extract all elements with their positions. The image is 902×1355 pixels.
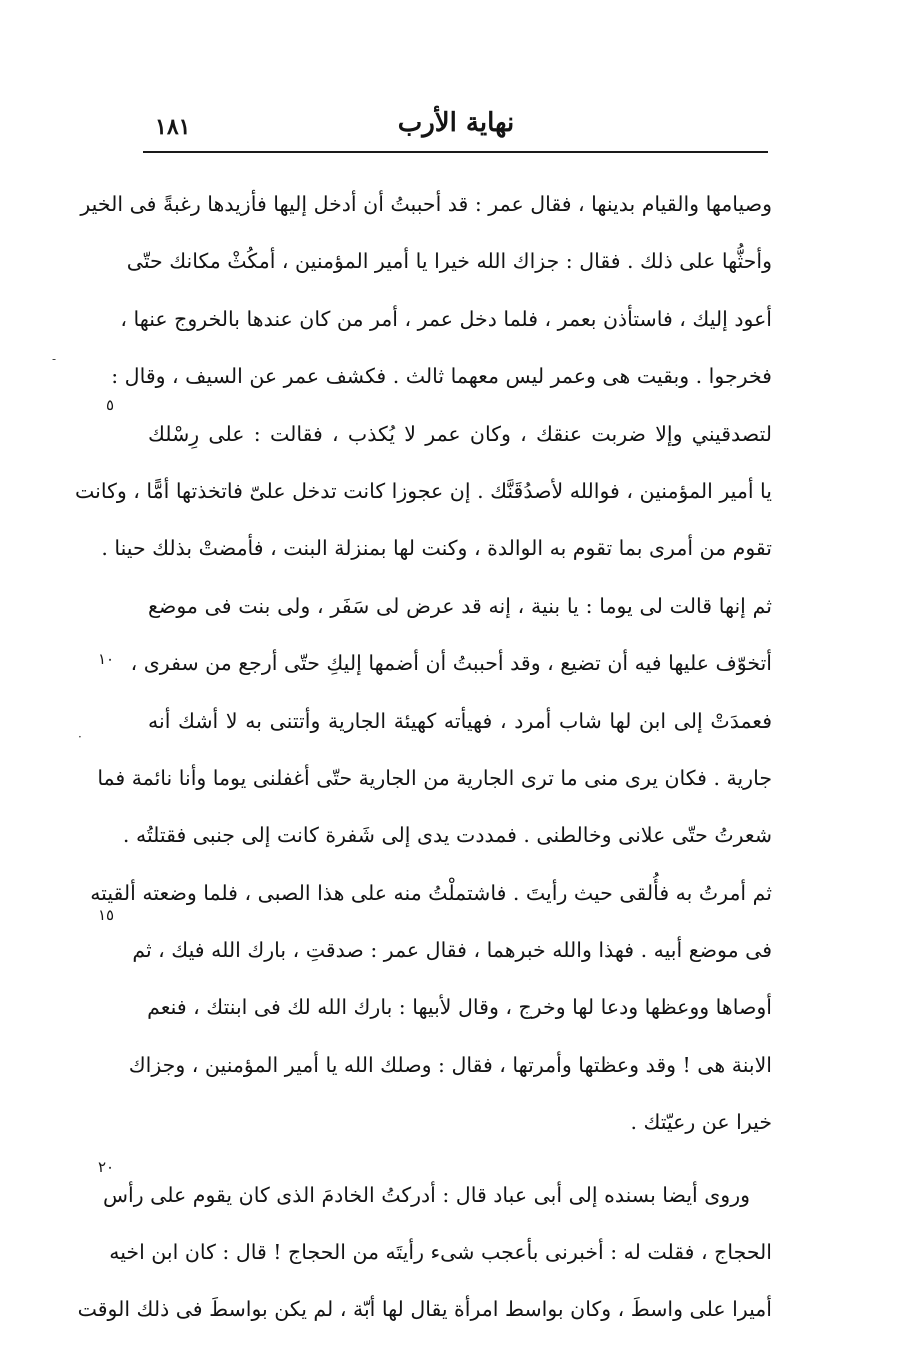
running-title: نهاية الأرب [397,108,515,138]
text-line: أميرا على واسطَ ، وكان بواسط امرأة يقال لها أبّة ، لم يكن بواسطَ فى ذلك الوقت [77,1297,772,1322]
page-number: ١٨١ [155,114,191,140]
margin-line-number-5: ٥ [106,396,115,414]
margin-line-number-10: ١٠ [98,650,115,668]
text-line: أوصاها ووعظها ودعا لها وخرج ، وقال لأبيها : بارك الله لك فى ابنتك ، فنعم [147,995,772,1020]
text-line: لتصدقيني وإلا ضربت عنقك ، وكان عمر لا يُكذب ، فقالت : على رِسْلك [148,421,772,446]
text-line: وأحثُّها على ذلك . فقال : جزاك الله خيرا يا أمير المؤمنين ، أمكُثْ مكانك حتّى [126,249,772,274]
text-line: الحجاج ، فقلت له : أخبرنى بأعجب شىء رأيتَه من الحجاج ! قال : كان ابن اخيه [109,1240,772,1265]
text-line: الابنة هى ! وقد وعظتها وأمرتها ، فقال : وصلك الله يا أمير المؤمنين ، وجزاك [128,1052,772,1077]
text-line: فعمدَتْ إلى ابن لها شاب أمرد ، فهيأته كهيئة الجارية وأتتنى به لا أشك أنه [148,708,772,733]
scan-speck: - [52,352,57,366]
text-line: تقوم من أمرى بما تقوم به الوالدة ، وكنت لها بمنزلة البنت ، فأمضتْ بذلك حينا . [101,536,772,561]
text-line: فخرجوا . وبقيت هى وعمر ليس معهما ثالث . فكشف عمر عن السيف ، وقال : [111,364,772,389]
page-header [145,106,767,150]
text-line: وروى أيضا بسنده إلى أبى عباد قال : أدركتُ الخادمَ الذى كان يقوم على رأس [103,1182,750,1207]
header-rule [143,151,768,153]
text-line: أتخوّف عليها فيه أن تضيع ، وقد أحببتُ أن أضمها إليكِ حتّى أرجع من سفرى ، [130,651,772,676]
text-line: وصيامها والقيام بدينها ، فقال عمر : قد أحببتُ أن أدخل إليها فأزيدها رغبةً فى الخير [80,192,772,216]
text-line: أعود إليك ، فاستأذن بعمر ، فلما دخل عمر ، أمر من كان عندها بالخروج عنها ، [120,306,772,331]
text-line: جارية . فكان يرى منى ما ترى الجارية من الجارية حتّى أغفلنى يوما وأنا نائمة فما [97,765,772,790]
text-line: خيرا عن رعيّتك . [630,1110,772,1135]
text-line: فى موضع أبيه . فهذا والله خبرهما ، فقال عمر : صدقتِ ، بارك الله فيك ، ثم [132,938,772,963]
scan-speck: · [78,730,82,744]
margin-line-number-20: ٢٠ [98,1158,115,1176]
margin-line-number-15: ١٥ [98,906,115,924]
text-line: ثم أمرتُ به فأُلقى حيث رأيتَ . فاشتملْتُ منه على هذا الصبى ، فلما وضعته ألقيته [90,880,772,905]
text-line: شعرتُ حتّى علانى وخالطنى . فمددت يدى إلى شَفرة كانت إلى جنبى فقتلتُه . [122,823,772,848]
text-line: يا أمير المؤمنين ، فوالله لأصدُقَنَّك . إن عجوزا كانت تدخل علىّ فاتخذتها أمًّا ، وكانت [74,478,772,503]
paragraph-gap [148,1152,772,1167]
text-line: ثم إنها قالت لى يوما : يا بنية ، إنه قد عرض لى سَفَر ، ولى بنت فى موضع [148,593,772,618]
